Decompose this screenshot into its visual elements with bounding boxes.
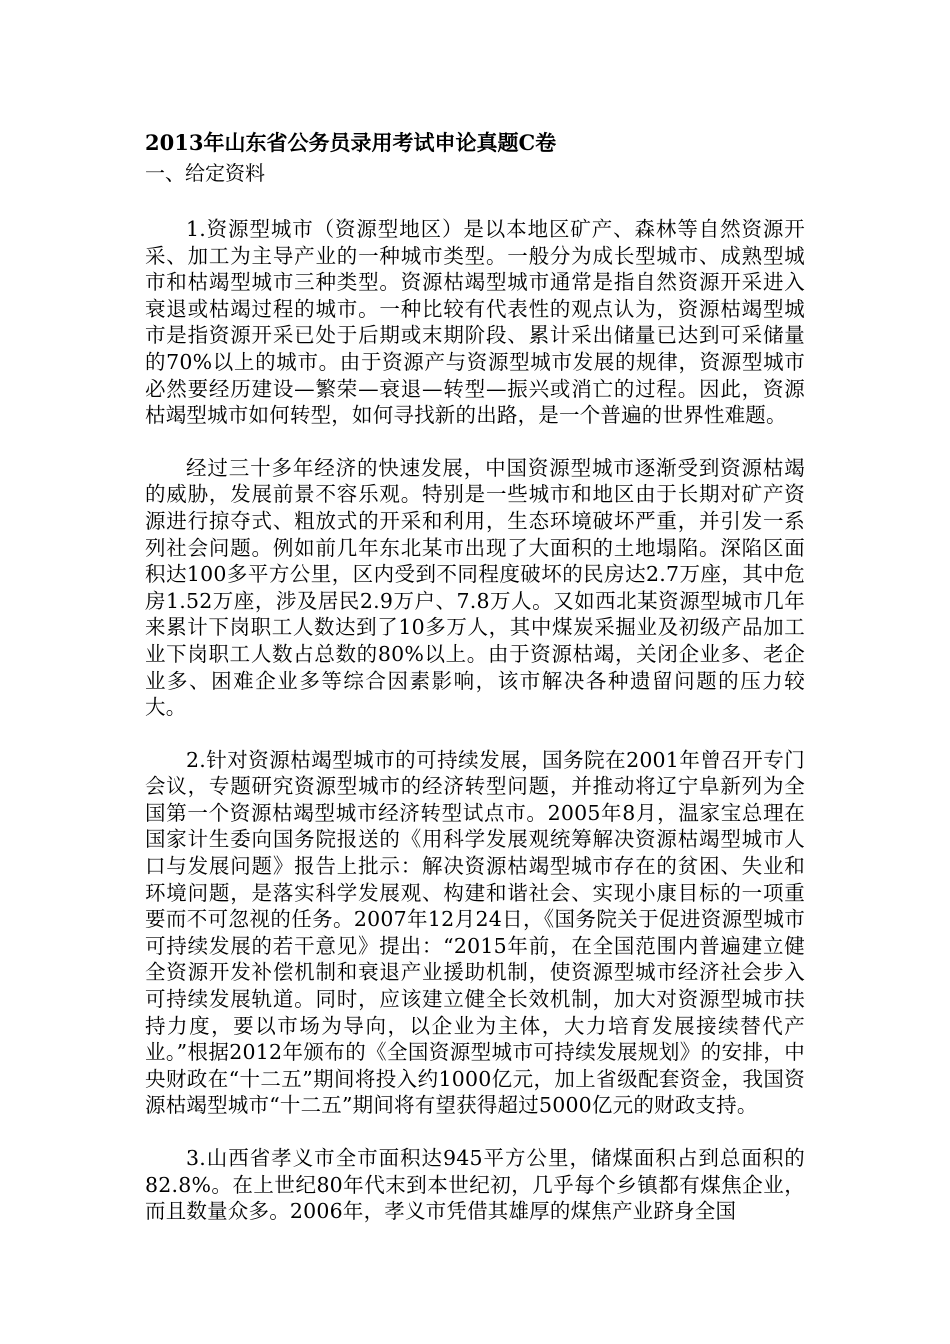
document-title: 2013年山东省公务员录用考试申论真题C卷 <box>145 130 557 155</box>
paragraph-4: 3.山西省孝义市全市面积达945平方公里，储煤面积占到总面积的82.8%。在上世纪80年代末到本世纪初，几乎每个乡镇都有煤焦企业，而且数量众多。2006年，孝义市凭借其雄厚的煤焦产业跻身全国 <box>145 1146 805 1224</box>
document-page <box>145 128 805 1251</box>
paragraph-2: 经过三十多年经济的快速发展，中国资源型城市逐渐受到资源枯竭的威胁，发展前景不容乐观。特别是一些城市和地区由于长期对矿产资源进行掠夺式、粗放式的开采和利用，生态环境破坏严重，并引发一系列社会问题。例如前几年东北某市出现了大面积的土地塌陷。深陷区面积达100多平方公里，区内受到不同程度破坏的民房达2.7万座，其中危房1.52万座，涉及居民2.9万户、7.8万人。又如西北某资源型城市几年来累计下岗职工人数达到了10多万人，其中煤炭采掘业及初级产品加工业下岗职工人数占总数的80%以上。由于资源枯竭，关闭企业多、老企业多、困难企业多等综合因素影响，该市解决各种遗留问题的压力较大。 <box>145 455 805 720</box>
paragraph-3: 2.针对资源枯竭型城市的可持续发展，国务院在2001年曾召开专门会议，专题研究资源型城市的经济转型问题，并推动将辽宁阜新列为全国第一个资源枯竭型城市经济转型试点市。2005年8月，温家宝总理在国家计生委向国务院报送的《用科学发展观统筹解决资源枯竭型城市人口与发展问题》报告上批示：解决资源枯竭型城市存在的贫困、失业和环境问题，是落实科学发展观、构建和谐社会、实现小康目标的一项重要而不可忽视的任务。2007年12月24日，《国务院关于促进资源型城市可持续发展的若干意见》提出：“2015年前，在全国范围内普遍建立健全资源开发补偿机制和衰退产业援助机制，使资源型城市经济社会步入可持续发展轨道。同时，应该建立健全长效机制，加大对资源型城市扶持力度，要以市场为导向，以企业为主体，大力培育发展接续替代产业。”根据2012年颁布的《全国资源型城市可持续发展规划》的安排，中央财政在“十二五”期间将投入约1000亿元，加上省级配套资金，我国资源枯竭型城市“十二五”期间将有望获得超过5000亿元的财政支持。 <box>145 747 805 1118</box>
paragraph-1: 1.资源型城市（资源型地区）是以本地区矿产、森林等自然资源开采、加工为主导产业的一种城市类型。一般分为成长型城市、成熟型城市和枯竭型城市三种类型。资源枯竭型城市通常是指自然资源开采进入衰退或枯竭过程的城市。一种比较有代表性的观点认为，资源枯竭型城市是指资源开采已处于后期或末期阶段、累计采出储量已达到可采储量的70%以上的城市。由于资源产与资源型城市发展的规律，资源型城市必然要经历建设—繁荣—衰退—转型—振兴或消亡的过程。因此，资源枯竭型城市如何转型，如何寻找新的出路，是一个普遍的世界性难题。 <box>145 217 805 428</box>
section-heading: 一、给定资料 <box>145 161 265 185</box>
